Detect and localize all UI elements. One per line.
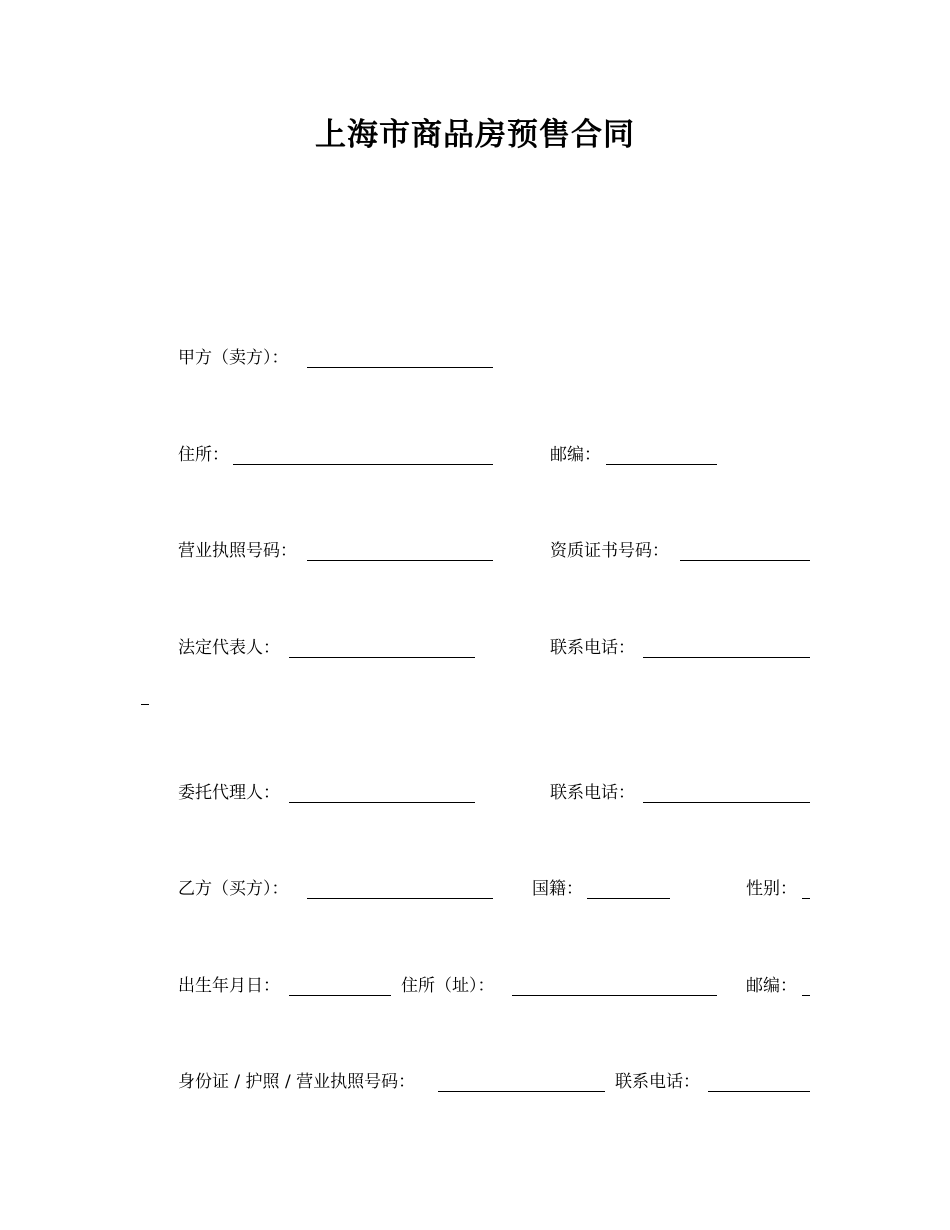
seller-legal-rep-phone-field[interactable]	[643, 657, 810, 658]
buyer-party-row	[0, 878, 950, 902]
seller-agent-label: 委托代理人：	[178, 783, 280, 803]
seller-license-label: 营业执照号码：	[178, 541, 297, 561]
seller-agent-field[interactable]	[289, 802, 475, 803]
buyer-postcode-label: 邮编：	[746, 976, 797, 996]
seller-qualification-label: 资质证书号码：	[550, 541, 669, 561]
buyer-gender-label: 性别：	[746, 879, 797, 899]
buyer-id-row	[0, 1071, 950, 1095]
seller-party-field[interactable]	[307, 367, 493, 368]
seller-address-row	[0, 444, 950, 468]
buyer-birth-label: 出生年月日：	[178, 976, 280, 996]
seller-party-label: 甲方（卖方）：	[178, 348, 289, 368]
seller-legal-rep-row	[0, 637, 950, 661]
buyer-party-label: 乙方（买方）：	[178, 879, 289, 899]
seller-agent-phone-field[interactable]	[643, 802, 810, 803]
buyer-postcode-field[interactable]	[802, 995, 810, 996]
seller-legal-rep-label: 法定代表人：	[178, 638, 280, 658]
seller-legal-rep-field[interactable]	[289, 657, 475, 658]
buyer-id-field[interactable]	[438, 1091, 605, 1092]
buyer-party-field[interactable]	[307, 898, 493, 899]
seller-agent-phone-label: 联系电话：	[550, 783, 635, 803]
buyer-gender-field[interactable]	[802, 898, 810, 899]
buyer-phone-label: 联系电话：	[615, 1072, 700, 1092]
seller-agent-row	[0, 782, 950, 806]
buyer-phone-field[interactable]	[708, 1091, 810, 1092]
seller-legal-rep-phone-label: 联系电话：	[550, 638, 635, 658]
seller-qualification-field[interactable]	[680, 560, 810, 561]
seller-address-label: 住所：	[178, 445, 229, 465]
buyer-birth-field[interactable]	[289, 995, 391, 996]
buyer-nationality-field[interactable]	[587, 898, 670, 899]
seller-postcode-field[interactable]	[606, 464, 717, 465]
buyer-id-label: 身份证 / 护照 / 营业执照号码：	[178, 1072, 416, 1092]
buyer-address-label: 住所（址）：	[401, 976, 495, 996]
stray-underscore-mark	[141, 704, 149, 705]
contract-title: 上海市商品房预售合同	[315, 117, 635, 153]
buyer-nationality-label: 国籍：	[532, 879, 583, 899]
seller-license-field[interactable]	[307, 560, 493, 561]
seller-party-row	[0, 347, 950, 371]
buyer-address-field[interactable]	[512, 995, 717, 996]
buyer-birth-row	[0, 975, 950, 999]
seller-postcode-label: 邮编：	[550, 445, 601, 465]
seller-license-row	[0, 540, 950, 564]
seller-address-field[interactable]	[233, 464, 493, 465]
